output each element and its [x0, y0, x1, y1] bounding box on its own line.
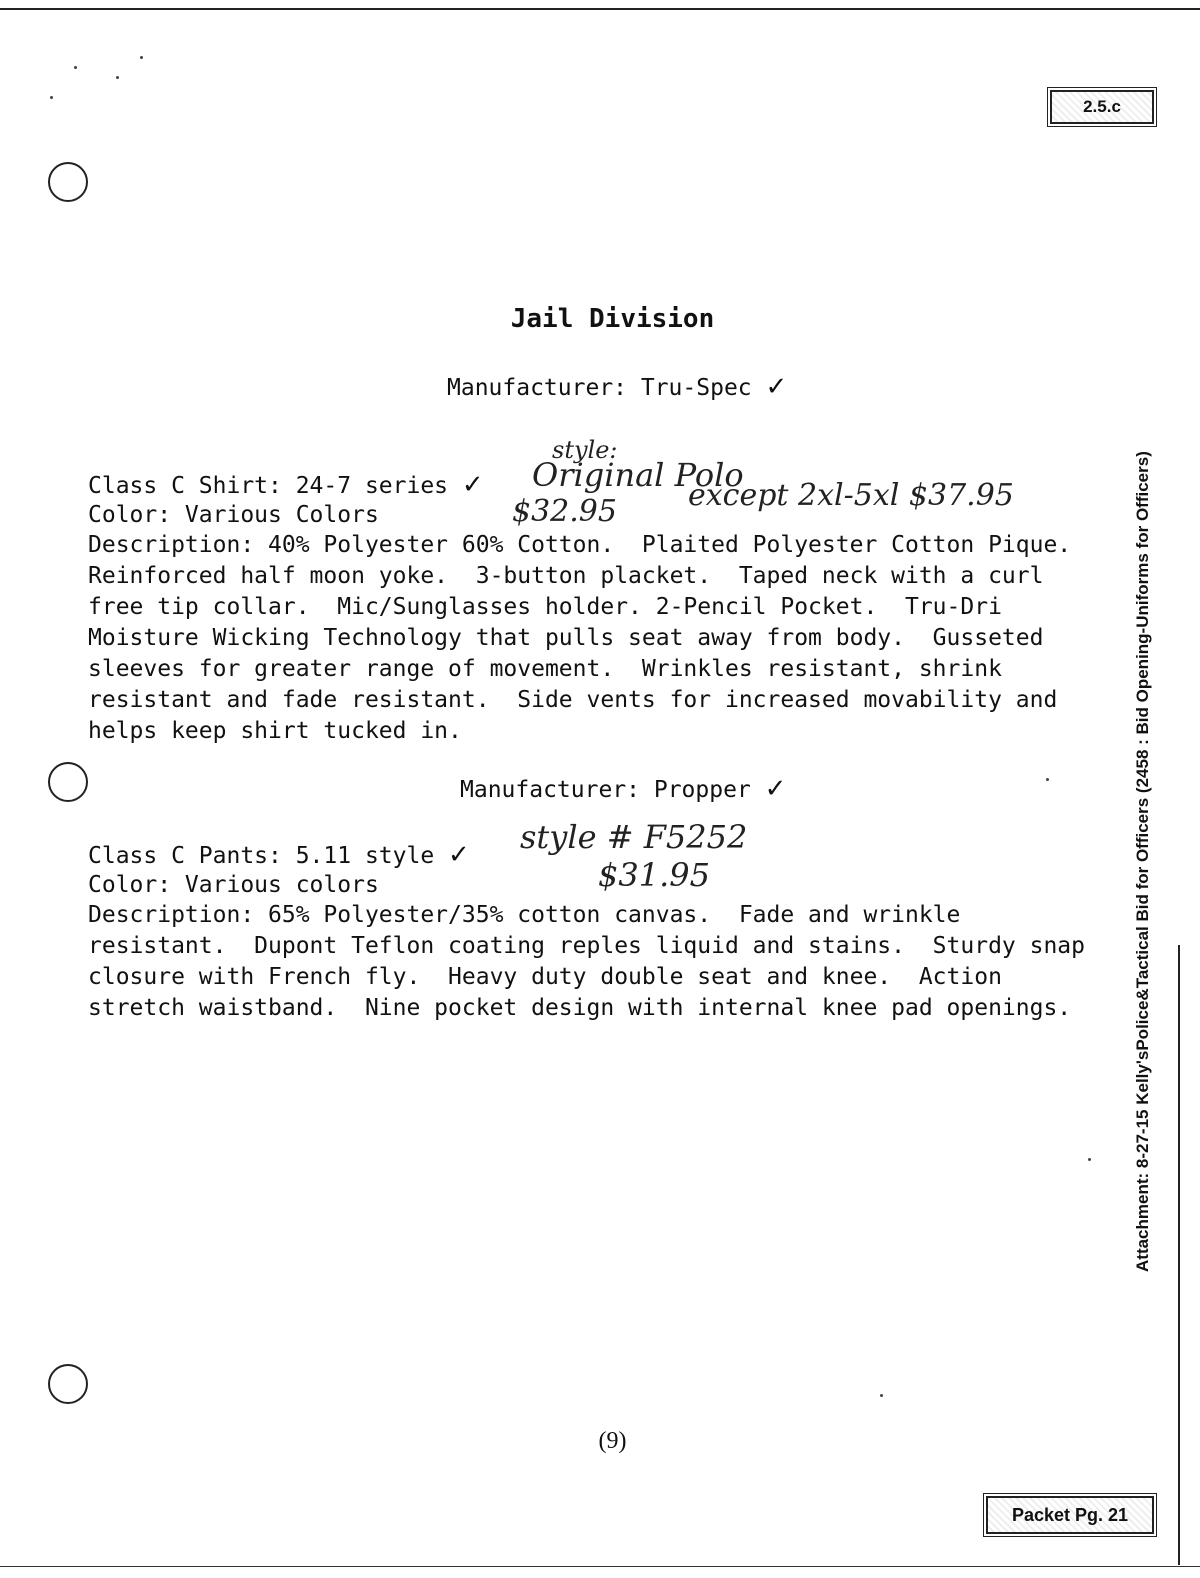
scan-speck	[74, 66, 77, 69]
shirt-class-line	[88, 470, 484, 502]
binder-hole	[48, 162, 88, 202]
bottom-border	[0, 1566, 1200, 1567]
pants-description: Description: 65% Polyester/35% cotton canvas. Fade and wrinkle resistant. Dupont Teflon coating reples liquid and stains. Sturdy snap closure with French fly. Heavy duty double seat and knee. Action stretch waistband. Nine pocket design with internal knee pad openings.	[88, 902, 1085, 1021]
handwritten-style-value: Original Polo	[532, 456, 744, 494]
check-mark-icon: ✓	[765, 372, 788, 402]
right-border	[1178, 945, 1180, 1565]
check-mark-icon: ✓	[764, 774, 787, 804]
handwritten-style-number: style # F5252	[520, 818, 748, 856]
pants-class-line	[88, 840, 470, 872]
handwritten-except-price: except 2xl-5xl $37.95	[688, 478, 1014, 513]
handwritten-pants-price: $31.95	[598, 856, 710, 894]
handwritten-style-label: style:	[552, 436, 618, 464]
packet-page-badge: Packet Pg. 21	[986, 1496, 1154, 1534]
page-number: (9)	[598, 1428, 627, 1454]
scan-speck	[880, 1394, 883, 1397]
attachment-sidebar: Attachment: 8-27-15 Kelly'sPolice&Tactical Bid for Officers (2458 : Bid Opening-Uniforms for Officers)	[1133, 451, 1152, 1272]
pants-color-line: Color: Various colors	[88, 872, 379, 898]
scan-speck	[1046, 778, 1049, 781]
shirt-manufacturer-text: Manufacturer: Tru-Spec	[447, 375, 752, 401]
handwritten-price: $32.95	[512, 494, 617, 529]
section-badge: 2.5.c	[1050, 90, 1154, 124]
pants-manufacturer	[460, 774, 786, 804]
shirt-manufacturer	[447, 372, 787, 402]
check-mark-icon: ✓	[461, 470, 484, 500]
page-title: Jail Division	[510, 304, 715, 334]
shirt-class-text: Class C Shirt: 24-7 series	[88, 473, 449, 499]
shirt-color-line: Color: Various Colors	[88, 502, 379, 528]
pants-manufacturer-text: Manufacturer: Propper	[460, 777, 751, 803]
pants-class-text: Class C Pants: 5.11 style	[88, 843, 435, 869]
binder-hole	[48, 762, 88, 802]
binder-hole	[48, 1364, 88, 1404]
scan-speck	[116, 76, 119, 79]
check-mark-icon: ✓	[448, 840, 470, 870]
top-border	[0, 8, 1200, 10]
scan-speck	[140, 56, 143, 59]
shirt-description: Description: 40% Polyester 60% Cotton. Plaited Polyester Cotton Pique. Reinforced half moon yoke. 3-button placket. Taped neck with a curl free tip collar. Mic/Sunglasses holder. 2-Pencil Pocket. Tru-Dri Moisture Wicking Technology that pulls seat away from body. Gusseted sleeves for greater range of movement. Wrinkles resistant, shrink resistant and fade resistant. Side vents for increased movability and helps keep shirt tucked in.	[88, 532, 1072, 744]
scan-speck	[1088, 1158, 1091, 1161]
scan-speck	[50, 96, 53, 99]
